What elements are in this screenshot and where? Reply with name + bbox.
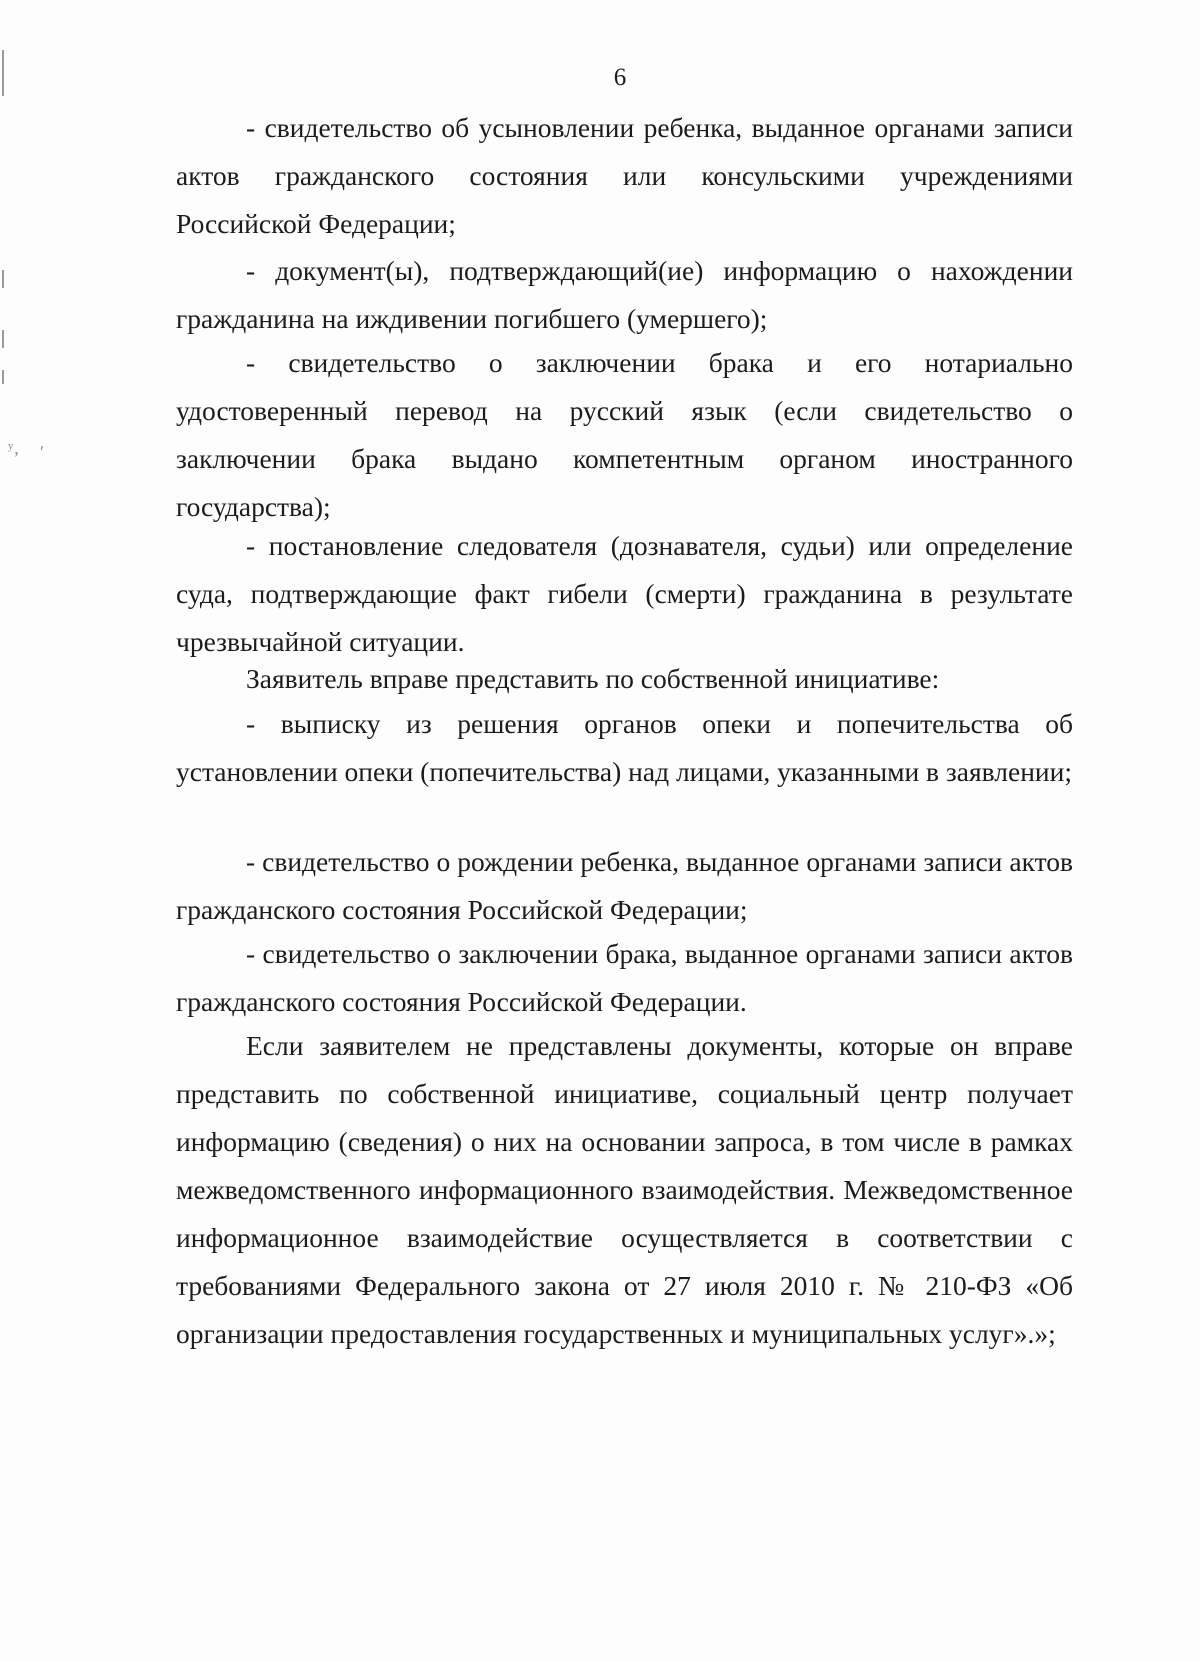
- scan-margin-mark: [2, 330, 4, 348]
- page-number: 6: [613, 64, 627, 91]
- paragraph-guardianship-extract: - выписку из решения органов опеки и попечительства об установлении опеки (попечительства) над лицами, указанными в заявлении;: [176, 708, 1073, 787]
- scan-speck: ʹ: [40, 442, 44, 462]
- paragraph-interagency-interaction: Если заявителем не представлены документы, которые он вправе представить по собственной инициативе, социальный центр получает информацию (сведения) о них на основании запроса, в том числе в рамках межведомственного информационного взаимодействия. Межведомственное информационное взаимодействие осуществляется в соответствии с требованиями Федерального закона от 27 июля 2010 г. № 210-ФЗ «Об организации предоставления государственных и муниципальных услуг».»;: [176, 1030, 1073, 1349]
- paragraph-birth-certificate: - свидетельство о рождении ребенка, выданное органами записи актов гражданского состояния Российской Федерации;: [176, 846, 1073, 925]
- scan-margin-mark: [2, 370, 4, 384]
- paragraph-own-initiative-heading: Заявитель вправе представить по собственной инициативе:: [246, 663, 940, 694]
- paragraph-dependency-documents: - документ(ы), подтверждающий(ие) информацию о нахождении гражданина на иждивении погибшего (умершего);: [176, 255, 1073, 334]
- paragraph-adoption-certificate: - свидетельство об усыновлении ребенка, выданное органами записи актов гражданского состояния или консульскими учреждениями Российской Федерации;: [176, 112, 1073, 239]
- scan-margin-mark: [2, 270, 4, 288]
- paragraph-investigator-resolution: - постановление следователя (дознавателя, судьи) или определение суда, подтверждающие факт гибели (смерти) гражданина в результате чрезвычайной ситуации.: [176, 530, 1073, 657]
- paragraph-marriage-certificate: - свидетельство о заключении брака, выданное органами записи актов гражданского состояния Российской Федерации.: [176, 938, 1073, 1017]
- scan-speck: ʸ‚: [8, 438, 20, 458]
- paragraph-marriage-certificate-translation: - свидетельство о заключении брака и его нотариально удостоверенный перевод на русский язык (если свидетельство о заключении брака выдано компетентным органом иностранного государства);: [176, 347, 1073, 522]
